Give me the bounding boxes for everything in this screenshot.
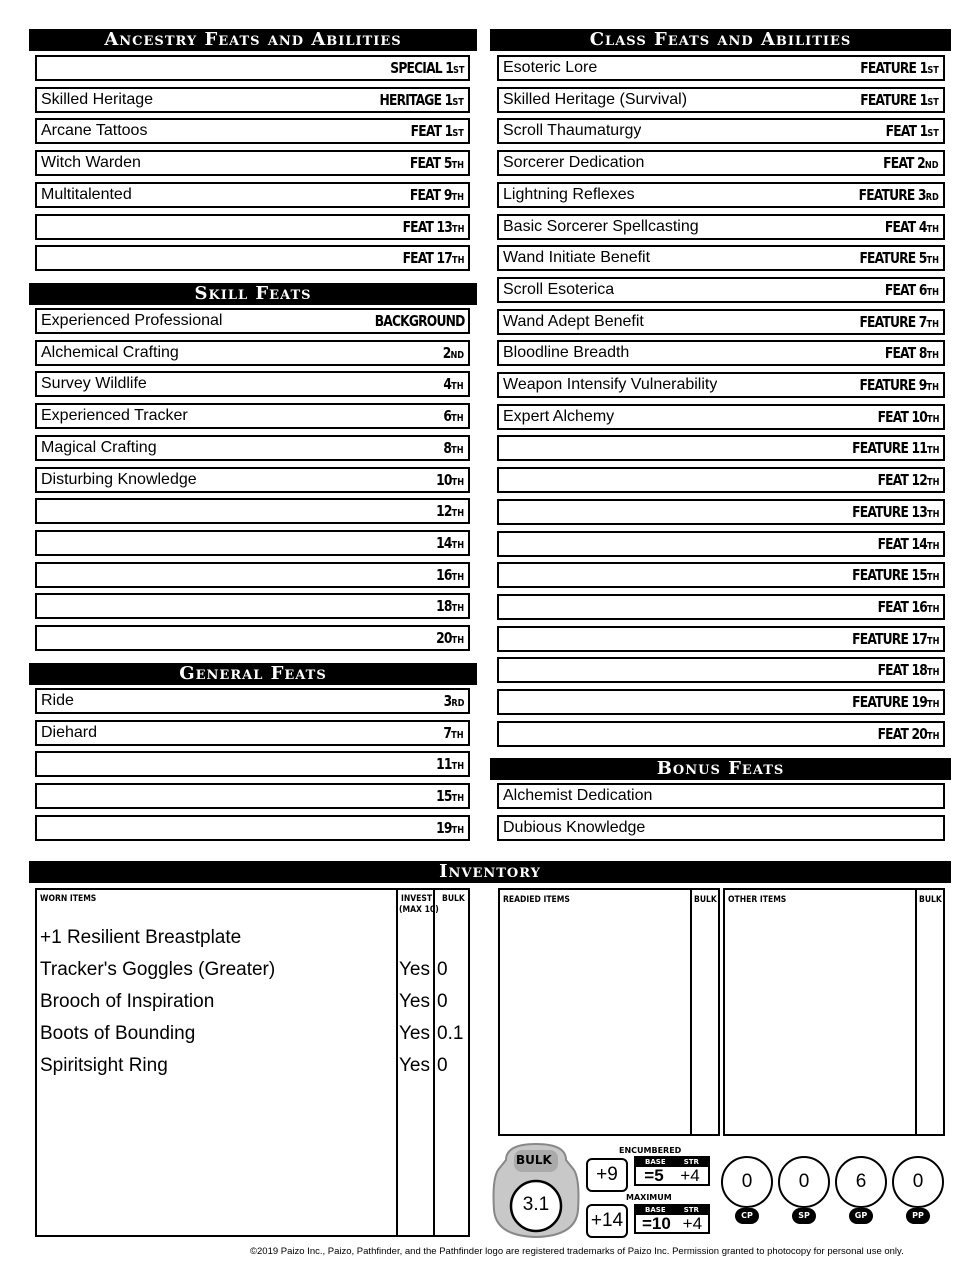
feat-name: Experienced Professional bbox=[41, 312, 223, 329]
feat-name: Bloodline Breadth bbox=[503, 344, 630, 362]
class-feat-row[interactable] bbox=[497, 435, 945, 461]
class-feat-row[interactable] bbox=[497, 594, 945, 620]
coin-label: SP bbox=[792, 1208, 816, 1224]
feat-name: Alchemist Dedication bbox=[503, 787, 653, 804]
encumbered-base-str bbox=[634, 1156, 710, 1186]
skill-feat-row[interactable] bbox=[35, 371, 470, 397]
bulk-total-label: BULK bbox=[516, 1153, 552, 1167]
feat-level: 6TH bbox=[443, 407, 464, 426]
feat-level: FEATURE 11TH bbox=[851, 439, 939, 458]
feat-name: Expert Alchemy bbox=[503, 407, 615, 425]
feat-level: FEAT 16TH bbox=[877, 597, 939, 616]
bonus-feat-row[interactable] bbox=[497, 815, 945, 841]
skill-feat-row[interactable] bbox=[35, 467, 470, 493]
class-feat-row[interactable] bbox=[497, 562, 945, 588]
class-feat-row[interactable] bbox=[497, 404, 945, 430]
feat-level: FEAT 17TH bbox=[402, 249, 464, 268]
class-feat-row[interactable] bbox=[497, 467, 945, 493]
class-feat-row[interactable] bbox=[497, 626, 945, 652]
feat-level: 19TH bbox=[436, 818, 464, 837]
readied-items-box bbox=[498, 888, 720, 1136]
class-feat-row[interactable] bbox=[497, 150, 945, 176]
skill-feat-row[interactable] bbox=[35, 403, 470, 429]
general-feat-row[interactable] bbox=[35, 751, 470, 777]
feat-level: FEAT 2ND bbox=[883, 154, 939, 173]
class-feat-row[interactable] bbox=[497, 87, 945, 113]
encumbered-base-label: BASE bbox=[645, 1158, 666, 1166]
feat-level: 16TH bbox=[436, 565, 464, 584]
feat-name: Weapon Intensify Vulnerability bbox=[503, 376, 718, 393]
feat-level: SPECIAL 1ST bbox=[389, 59, 464, 77]
general-feat-row[interactable] bbox=[35, 720, 470, 746]
other-items-box bbox=[723, 888, 945, 1136]
other-items-label: OTHER ITEMS bbox=[728, 895, 787, 905]
feat-name: Survey Wildlife bbox=[41, 375, 147, 393]
maximum-str-value: +4 bbox=[682, 1213, 703, 1233]
feat-level: FEAT 18TH bbox=[877, 661, 939, 680]
encumbered-str-label: STR bbox=[683, 1158, 699, 1166]
feat-level: FEATURE 3RD bbox=[858, 185, 939, 204]
readied-bulk-label: BULK bbox=[694, 895, 717, 905]
class-feat-row[interactable] bbox=[497, 531, 945, 557]
class-feat-row[interactable] bbox=[497, 277, 945, 303]
class-feat-row[interactable] bbox=[497, 657, 945, 683]
feat-level: 8TH bbox=[443, 438, 464, 457]
feat-level: 10TH bbox=[436, 470, 464, 489]
class-feat-row[interactable] bbox=[497, 309, 945, 335]
skill-feat-row[interactable] bbox=[35, 435, 470, 461]
skill-header: Skill Feats bbox=[29, 283, 477, 305]
feat-name: Alchemical Crafting bbox=[41, 343, 179, 361]
feat-level: BACKGROUND bbox=[374, 312, 464, 330]
feat-level: FEAT 8TH bbox=[884, 344, 939, 363]
feat-level: FEAT 9TH bbox=[409, 185, 464, 204]
feat-name: Disturbing Knowledge bbox=[41, 470, 197, 488]
worn-items-label: WORN ITEMS bbox=[40, 894, 97, 904]
feat-level: 2ND bbox=[442, 343, 464, 362]
class-feat-row[interactable] bbox=[497, 118, 945, 144]
bonus-header: Bonus Feats bbox=[490, 758, 951, 780]
encumbered-value: +9 bbox=[586, 1158, 628, 1192]
feat-name: Multitalented bbox=[41, 185, 132, 203]
class-feat-row[interactable] bbox=[497, 372, 945, 398]
feat-level: FEATURE 15TH bbox=[851, 566, 939, 585]
feat-level: FEAT 10TH bbox=[877, 407, 939, 426]
feat-level: 4TH bbox=[443, 375, 464, 394]
feat-level: 15TH bbox=[436, 787, 464, 806]
feat-level: 11TH bbox=[436, 755, 464, 774]
worn-item-name[interactable]: +1 Resilient Breastplate bbox=[40, 927, 242, 948]
invest-max-label: (MAX 10) bbox=[399, 905, 439, 915]
bulk-total-value: 3.1 bbox=[522, 1194, 550, 1215]
maximum-str-label: STR bbox=[683, 1206, 699, 1214]
maximum-value: +14 bbox=[586, 1204, 628, 1238]
feat-level: 18TH bbox=[436, 597, 464, 616]
ancestry-feat-row[interactable] bbox=[35, 87, 470, 113]
other-bulk-label: BULK bbox=[919, 895, 942, 905]
feat-level: FEAT 12TH bbox=[877, 471, 939, 490]
maximum-base-label: BASE bbox=[645, 1206, 666, 1214]
skill-feat-row[interactable] bbox=[35, 340, 470, 366]
class-feat-row[interactable] bbox=[497, 499, 945, 525]
encumbered-base-value: =5 bbox=[644, 1165, 664, 1185]
feat-level: FEAT 1ST bbox=[410, 122, 464, 141]
coin-gp[interactable]: 6 bbox=[835, 1156, 887, 1208]
invest-label: INVEST bbox=[401, 894, 433, 904]
worn-item-invest[interactable]: Yes bbox=[399, 991, 430, 1012]
ancestry-header: Ancestry Feats and Abilities bbox=[29, 29, 477, 51]
feat-level: FEATURE 9TH bbox=[859, 376, 939, 394]
class-feat-row[interactable] bbox=[497, 721, 945, 747]
feat-level: 14TH bbox=[436, 533, 464, 552]
skill-feat-row[interactable] bbox=[35, 593, 470, 619]
feat-level: FEAT 4TH bbox=[884, 217, 939, 236]
feat-name: Diehard bbox=[41, 723, 98, 741]
ancestry-feat-row[interactable] bbox=[35, 214, 470, 240]
feat-name: Magical Crafting bbox=[41, 438, 157, 456]
skill-feat-row[interactable] bbox=[35, 562, 470, 588]
skill-feat-row[interactable] bbox=[35, 625, 470, 651]
feat-level: 3RD bbox=[443, 692, 464, 710]
feat-name: Sorcerer Dedication bbox=[503, 154, 645, 172]
worn-item-invest[interactable]: Yes bbox=[399, 1055, 430, 1076]
bonus-feat-row[interactable] bbox=[497, 783, 945, 809]
feat-name: Skilled Heritage bbox=[41, 90, 154, 108]
feat-name: Lightning Reflexes bbox=[503, 185, 635, 203]
feat-name: Witch Warden bbox=[41, 154, 141, 172]
encumbered-str-value: +4 bbox=[680, 1165, 700, 1185]
feat-name: Dubious Knowledge bbox=[503, 819, 646, 836]
feat-level: FEAT 6TH bbox=[884, 280, 939, 299]
worn-item-name[interactable]: Boots of Bounding bbox=[40, 1023, 196, 1044]
coin-label: PP bbox=[906, 1208, 930, 1224]
feat-level: 20TH bbox=[436, 629, 464, 647]
feat-name: Scroll Esoterica bbox=[503, 280, 615, 298]
class-feat-row[interactable] bbox=[497, 182, 945, 208]
maximum-base-str bbox=[634, 1204, 710, 1234]
coin-label: CP bbox=[735, 1208, 759, 1224]
feat-name: Wand Adept Benefit bbox=[503, 312, 644, 330]
readied-items-label: READIED ITEMS bbox=[503, 895, 570, 905]
feat-level: FEATURE 7TH bbox=[859, 312, 939, 331]
skill-feat-row[interactable] bbox=[35, 498, 470, 524]
class-feat-row[interactable] bbox=[497, 340, 945, 366]
coin-pp[interactable]: 0 bbox=[892, 1156, 944, 1208]
worn-item-invest[interactable]: Yes bbox=[399, 1023, 430, 1044]
class-feat-row[interactable] bbox=[497, 214, 945, 240]
skill-feat-row[interactable] bbox=[35, 530, 470, 556]
ancestry-feat-row[interactable] bbox=[35, 245, 470, 271]
general-feat-row[interactable] bbox=[35, 688, 470, 714]
feat-level: 7TH bbox=[443, 723, 464, 742]
inventory-header: Inventory bbox=[29, 861, 951, 883]
class-feat-row[interactable] bbox=[497, 55, 945, 81]
feat-level: FEAT 20TH bbox=[877, 724, 939, 743]
ancestry-feat-row[interactable] bbox=[35, 55, 470, 81]
feat-level: FEAT 13TH bbox=[402, 217, 464, 236]
encumbered-label: ENCUMBERED bbox=[619, 1146, 682, 1155]
feat-name: Ride bbox=[41, 692, 74, 709]
feat-name: Wand Initiate Benefit bbox=[503, 249, 651, 267]
coin-cp[interactable]: 0 bbox=[721, 1156, 773, 1208]
general-feat-row[interactable] bbox=[35, 815, 470, 841]
coin-label: GP bbox=[849, 1208, 873, 1224]
feat-name: Experienced Tracker bbox=[41, 407, 188, 425]
feat-level: FEATURE 1ST bbox=[860, 59, 939, 77]
feat-level: 12TH bbox=[436, 502, 464, 521]
worn-item-bulk[interactable]: 0 bbox=[437, 991, 448, 1012]
feat-name: Skilled Heritage (Survival) bbox=[503, 90, 688, 108]
skill-feat-row[interactable] bbox=[35, 308, 470, 334]
feat-level: FEAT 14TH bbox=[877, 534, 939, 553]
feat-level: FEATURE 13TH bbox=[851, 502, 939, 521]
feat-level: FEAT 1ST bbox=[885, 122, 939, 141]
general-header: General Feats bbox=[29, 663, 477, 685]
feat-name: Esoteric Lore bbox=[503, 59, 598, 76]
copyright-footer: ©2019 Paizo Inc., Paizo, Pathfinder, and the Pathfinder logo are registered trademarks of Paizo Inc. Permission granted to photocopy for personal use only. bbox=[250, 1246, 904, 1257]
worn-item-name[interactable]: Spiritsight Ring bbox=[40, 1055, 168, 1076]
feat-level: FEAT 5TH bbox=[409, 154, 464, 173]
class-header: Class Feats and Abilities bbox=[490, 29, 951, 51]
feat-level: FEATURE 1ST bbox=[860, 90, 939, 109]
worn-bulk-label: BULK bbox=[442, 894, 465, 904]
maximum-base-value: =10 bbox=[641, 1213, 671, 1233]
ancestry-feat-row[interactable] bbox=[35, 150, 470, 176]
class-feat-row[interactable] bbox=[497, 245, 945, 271]
general-feat-row[interactable] bbox=[35, 783, 470, 809]
worn-item-bulk[interactable]: 0 bbox=[437, 1055, 448, 1076]
worn-item-bulk[interactable]: 0.1 bbox=[437, 1023, 464, 1044]
worn-items-box bbox=[35, 888, 470, 1237]
ancestry-feat-row[interactable] bbox=[35, 118, 470, 144]
worn-item-name[interactable]: Brooch of Inspiration bbox=[40, 991, 215, 1012]
feat-name: Scroll Thaumaturgy bbox=[503, 122, 642, 140]
worn-item-invest[interactable]: Yes bbox=[399, 959, 430, 980]
feat-level: FEATURE 19TH bbox=[851, 693, 939, 711]
feat-level: FEATURE 17TH bbox=[851, 629, 939, 648]
feat-name: Basic Sorcerer Spellcasting bbox=[503, 217, 699, 235]
feat-level: HERITAGE 1ST bbox=[379, 90, 464, 109]
feat-level: FEATURE 5TH bbox=[859, 249, 939, 268]
coin-sp[interactable]: 0 bbox=[778, 1156, 830, 1208]
worn-item-bulk[interactable]: 0 bbox=[437, 959, 448, 980]
class-feat-row[interactable] bbox=[497, 689, 945, 715]
ancestry-feat-row[interactable] bbox=[35, 182, 470, 208]
maximum-label: MAXIMUM bbox=[626, 1193, 672, 1202]
feat-name: Arcane Tattoos bbox=[41, 122, 148, 140]
worn-item-name[interactable]: Tracker's Goggles (Greater) bbox=[40, 959, 276, 980]
